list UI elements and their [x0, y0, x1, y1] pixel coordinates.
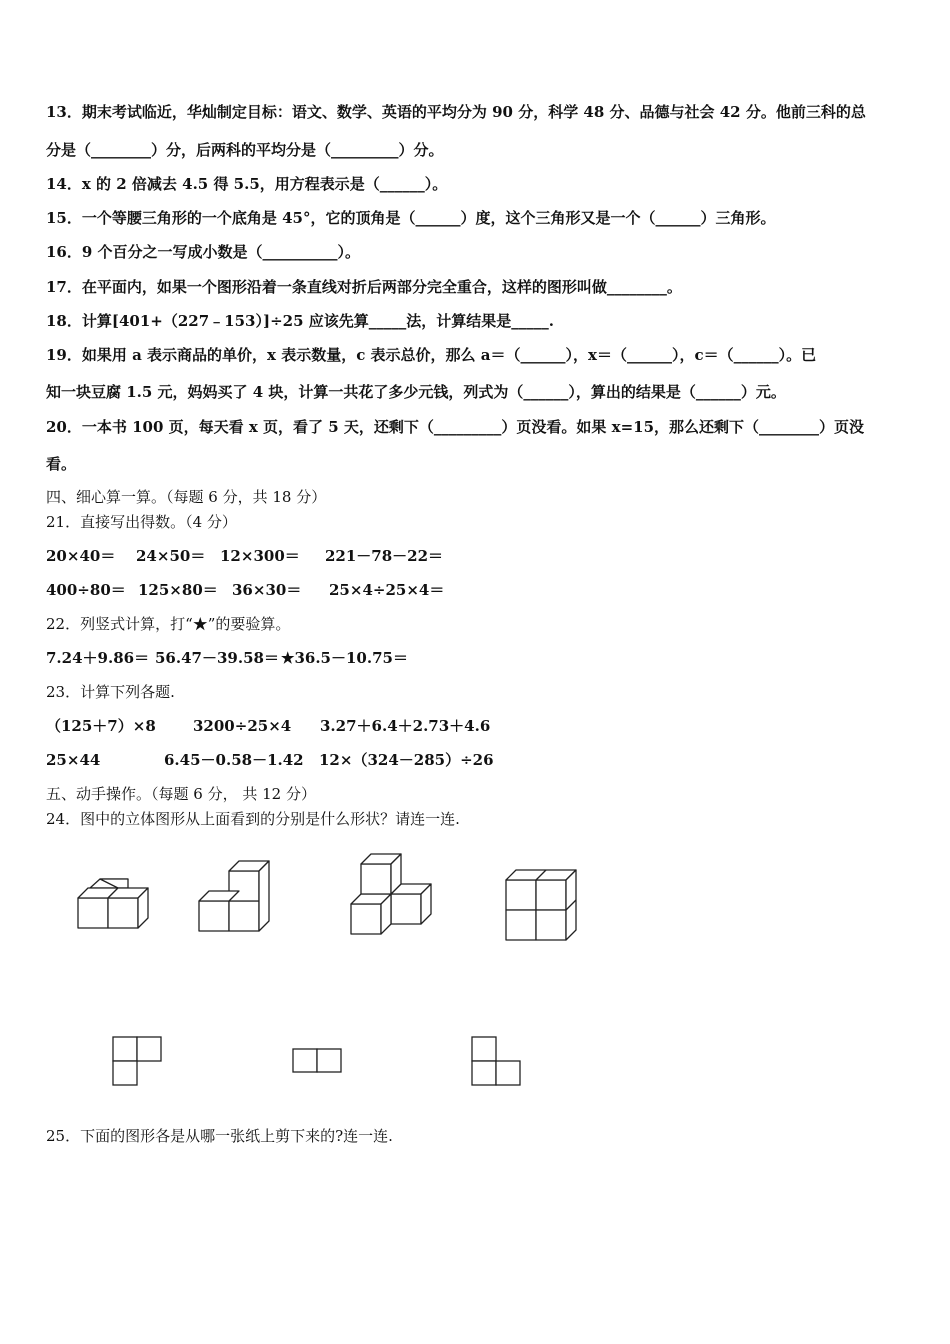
solid-figure-2 — [199, 861, 269, 931]
calc-item: 125×80＝ — [138, 581, 218, 599]
calc-item: 25×44 — [46, 751, 101, 769]
calc-item: （125＋7）×8 — [46, 717, 156, 735]
solid-figure-1 — [78, 879, 148, 928]
section-5-title: 五、动手操作。（每题 6 分， 共 12 分） — [46, 785, 316, 803]
calc-item: 7.24＋9.86＝ — [46, 649, 150, 667]
calc-item: 3.27＋6.4＋2.73＋4.6 — [320, 717, 491, 735]
calc-item: 20×40＝ — [46, 547, 116, 565]
question-13-line-2: 分是（________）分，后两科的平均分是（_________）分。 — [46, 141, 444, 159]
calc-item: 36×30＝ — [232, 581, 302, 599]
question-25-title: 25．下面的图形各是从哪一张纸上剪下来的?连一连. — [46, 1127, 393, 1145]
question-17: 17．在平面内，如果一个图形沿着一条直线对折后两部分完全重合，这样的图形叫做________。 — [46, 278, 682, 296]
question-19-line-2: 知一块豆腐 1.5 元，妈妈买了 4 块，计算一共花了多少元钱，列式为（______），算出的结果是（______）元。 — [46, 383, 786, 401]
calc-item: 400÷80＝ — [46, 581, 126, 599]
question-24-title: 24．图中的立体图形从上面看到的分别是什么形状？请连一连. — [46, 810, 460, 828]
top-view-shape-1 — [113, 1037, 161, 1085]
calc-item: 6.45－0.58－1.42 — [164, 751, 304, 769]
solid-figure-3 — [351, 854, 431, 934]
question-18: 18．计算[401+（227﹣153）]÷25 应该先算_____法，计算结果是_____. — [46, 312, 554, 330]
question-16: 16．9 个百分之一写成小数是（__________）。 — [46, 243, 361, 261]
question-20-line-1: 20．一本书 100 页，每天看 x 页，看了 5 天，还剩下（_________）页没看。如果 x=15，那么还剩下（________）页没 — [46, 418, 865, 436]
calc-item: 12×300＝ — [220, 547, 300, 565]
calc-item: 25×4÷25×4＝ — [329, 581, 445, 599]
question-13-line-1: 13．期末考试临近，华灿制定目标：语文、数学、英语的平均分为 90 分，科学 48 分、品德与社会 42 分。他前三科的总 — [46, 103, 866, 121]
question-21-title: 21．直接写出得数。（4 分） — [46, 513, 237, 531]
top-view-shape-2 — [293, 1049, 341, 1072]
section-4-title: 四、细心算一算。（每题 6 分，共 18 分） — [46, 488, 327, 506]
calc-item: 12×（324－285）÷26 — [319, 751, 494, 769]
calc-item: 221－78－22＝ — [325, 547, 444, 565]
solid-figure-4 — [506, 870, 576, 940]
question-20-line-2: 看。 — [46, 455, 77, 473]
calc-item: ★36.5－10.75＝ — [281, 649, 408, 667]
question-15: 15．一个等腰三角形的一个底角是 45°，它的顶角是（______）度，这个三角形又是一个（______）三角形。 — [46, 209, 776, 227]
question-22-title: 22．列竖式计算，打“★”的要验算。 — [46, 615, 291, 633]
calc-item: 24×50＝ — [136, 547, 206, 565]
question-19-line-1: 19．如果用 a 表示商品的单价，x 表示数量，c 表示总价，那么 a＝（______），x＝（______），c＝（______）。已 — [46, 346, 817, 364]
calc-item: 56.47－39.58＝ — [155, 649, 279, 667]
question-23-title: 23．计算下列各题. — [46, 683, 175, 701]
calc-item: 3200÷25×4 — [193, 717, 292, 735]
question-14: 14．x 的 2 倍减去 4.5 得 5.5，用方程表示是（______）。 — [46, 175, 448, 193]
top-view-shape-3 — [472, 1037, 520, 1085]
